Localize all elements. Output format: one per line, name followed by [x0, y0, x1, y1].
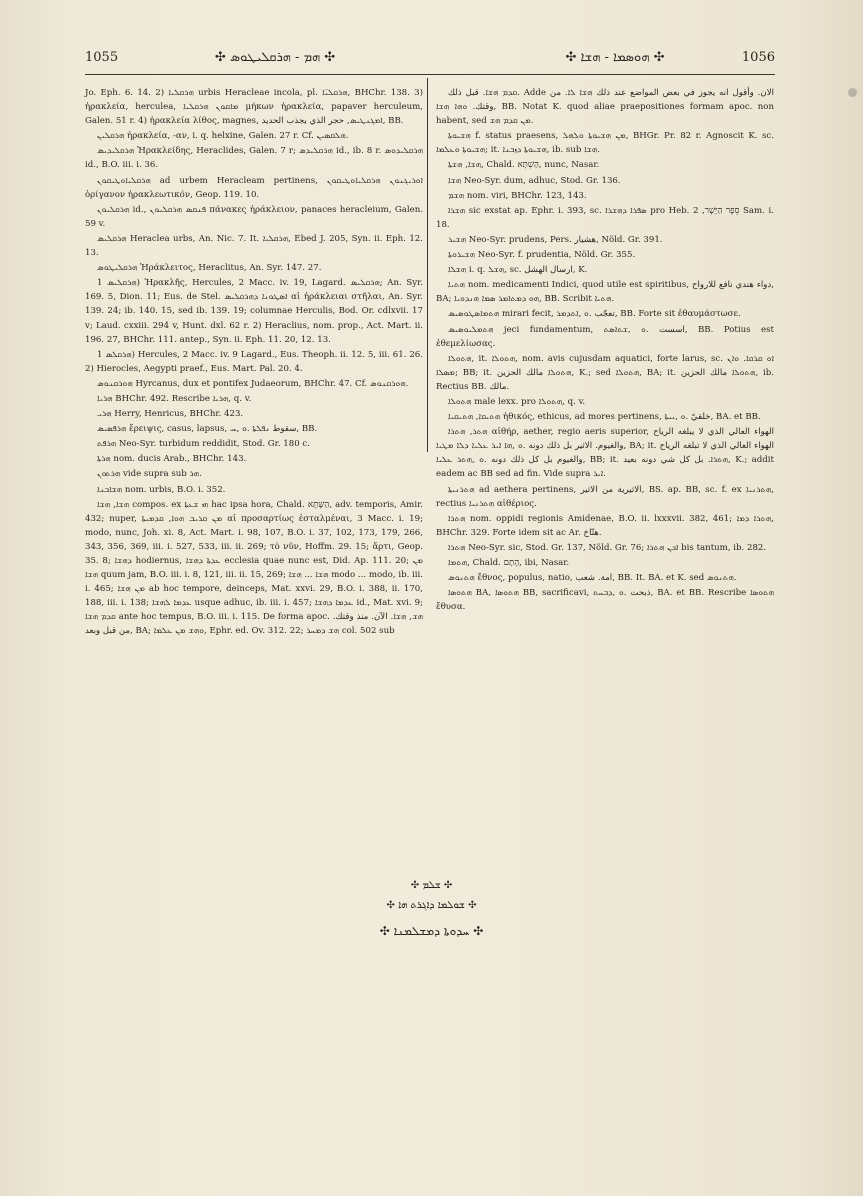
dictionary-entry: ܗܬܡܐ, Chald. הָתָם, ibi, Nasar. — [448, 558, 570, 568]
dictionary-entry: ܗܫܝܪ Neo-Syr. prudens, Pers. هشيار, Nöld. Gr. 391. — [448, 234, 663, 245]
dictionary-entry: ܗܫܐܒܢܐ nom. urbis, B.O. i. 352. — [97, 484, 226, 495]
dictionary-entry: ܗܪܦܣܝܣ ἔρειψις, casus, lapsus, سقوط ܢܦܠܬܐ .ܘ ,ܚ, BB. — [97, 424, 318, 435]
running-head-right: ✣ ܗܘܣܡܐ - ܗܫܐ ✣ — [565, 50, 665, 65]
dictionary-entry: ܗܫܝܪܘܬܐ Neo-Syr. f. prudentia, Nöld. Gr. 355. — [448, 250, 636, 261]
dictionary-entry: ܗܬܢܘܣ ἔθνος, populus, natio, امة. شعب, BB. It. BA. et K. sed ܗܬܢܘܣ. — [448, 573, 737, 584]
dictionary-entry: ܗܪܦܬ Neo-Syr. turbidum reddidit, Stod. Gr. 180 c. — [97, 439, 310, 450]
left-column — [85, 86, 423, 640]
dictionary-entry: ܗܪܝܐ BHChr. 492. Rescribe ܗܪܝܐ, q. v. — [97, 393, 252, 404]
dictionary-entry: ܗܬܪܐ Neo-Syr. sic, Stod. Gr. 137, Nöld. Gr. 76; ܐܟܢ ܗܬܪܐ bis tantum, ib. 282. — [448, 542, 767, 553]
dictionary-entry: Jo. Eph. 6. 14. 2) ܗܪܩܠܝܐ urbis Heracleae incola, pl. ܗܪܩܠܝ̈ܐ, BHChr. 138. 3) ἡρακλεία, herculea, ܡܐܩܘܢ ܗܪܩܠܝܐ μήκων ἡρακλεία, papaver herculeum, Galen. 51 r. 4) ἡρακλεία λίθος, magnes, ܐܡܓܢܛܝܣ, حجر الذي يجذب الحديد, BB. — [85, 88, 423, 127]
dictionary-entry: ܗܬܘܠܐ, it. ܗܬܘܠܐ, nom. avis cujusdam aquatici, forte larus, sc. ܐܘ ܩܪܩܐ. ܘܐܢ ܡܣܠܐ; BB; it. ܗܬܘܠܐ مالك الحزين, K.; sed ܗܬܘܠܐ, BA; it. ܗܬܘܠܐ مالك الحزين, ib. Rectius BB. مالك. — [436, 353, 775, 392]
dictionary-entry: ܗܬܡܐܣܛܘܣܝܣ mirari fecit, تعجّب .ܘ ,ܐܬܕܡܪ, BB. Forte sit ἐθαυμάστωσε. — [448, 309, 741, 320]
dictionary-entry: ܗܫܪܐ sic exstat ap. Ephr. i. 393, sc. ܣܦܪܐ ܕܗܫܪܐ pro Heb. סֵפֶר הַיָּשָׁר, 2 Sam. i. 18. — [436, 205, 774, 230]
dictionary-entry: ܗܫܐ, ܗܫܬܐ, Chald. הַשְׁתָּא, nunc, Nasar. — [448, 160, 600, 171]
dictionary-entry: ܗܫܐ Neo-Syr. dum, adhuc, Stod. Gr. 136. — [448, 175, 621, 186]
right-column — [436, 86, 774, 615]
page-header — [85, 50, 775, 70]
dictionary-entry: ܗܬܪܐ nom. oppidi regionis Amidenae, B.O. ii. lxxxvii. 382, 461; ܗܬܪܐ ܕܡܐ, BHChr. 329. Forte idem sit ac Ar. هتّاخ. — [436, 513, 774, 538]
running-head-left: ✣ ܗܡ - ܗܪܩܠܝܛܘܣ ✣ — [214, 50, 336, 65]
dictionary-entry: ܗܬܝܐ nom. medicamenti Indici, quod utile est spiritibus, دواء هندي نافع للارواح, BA; ܗܘ ܕܡܬܐܡܪ ܣܡܐ ܗܢܕܘܝܐ, BB. Scribit ܗܬܝܐ. — [436, 280, 775, 305]
dictionary-entry: ܗܪܩܠܝܣ Heraclea urbs, An. Nic. 7. It. ܗܪܩܠܝܐ, Ebed J. 205, Syn. ii. Eph. 12. 13. — [85, 233, 423, 259]
dictionary-entry: ܗܬܪ, ܗܬܪܐ αἰθήρ, aether, regio aeris superior, الهواء العالي الذي لا يبلغه الرياح والغيوم. الاثير بل ذلك دونه .ܘ ,ܗܐ ܐܝܪ ܥܠܝܐ ܕܠܐ ܡܛܝܐ, BA; it. الهواء العالي الذي لا تبلغه الرياح والغيوم بل كل ذلك دونه .ܘ ,ܗܬܪ ܥܠܝܐ, BB; it. ܗܬܪܐ. بل كل شي دونه بعيد, K.; addit eadem ac BB sed ad fin. Vide supra ܐܝܪ. — [436, 427, 775, 480]
page-number-left: 1055 — [85, 50, 119, 65]
dictionary-entry: ܩܕܡ ܗܫܐ. قبل ذلك. Adde الان. وأقول انه يجوز في بعض المواضع عند ذلك ܗܫܐ ܠܐ. من وقتك. ܘܗܐ ܗܫܐ, BB. Notat K. quod aliae praepositiones formam apoc. non habent, sed ܡܢ ܩܕܡ ܗܫ. — [436, 88, 775, 127]
end-ornament-line-3: ✣ ܚܕܘܬܐ ܕܡܫܠܡܢܐ ✣ — [379, 924, 484, 938]
dictionary-entry: ܗܬܘܣܐ BA, ܗܬܘܣܐ BB, sacrificavi, ذبحت .ܘ ,ܕܒܚܬ, BA. et BB. Rescribe ܗܬܘܣܐ ἔθυσα. — [436, 588, 774, 613]
dictionary-entry: ܗܬܡܠܝܘܣܝܣ jeci fundamentum, اسست .ܘ ,ܫܬܐܣܬ, BB. Potius est ἐθεμελίωσας. — [436, 324, 774, 349]
dictionary-entry: ܗܪܩܠܝܣ 1) Ἡρακλῆς, Hercules, 2 Macc. iv. 19, Lagard. ܗܪܩܠܝܣ; An. Syr. 169. 5, Dion. 11; Eus. de Stel. ܐܣܛܘܢܐ ܕܗܪܩܠܝܣ αἱ ἡράκλειαι στῆλαι, An. Syr. 139. 24; ib. 140. 15, sed ib. 139. 19; columnae Herculis, Bod. Or. cdlxvii. 17 v; Laud. cxxiii. 294 v, Hunt. dxl. 62 r. 2) Heraclius, nom. prop., Act. Mart. ii. 196. 27, BHChr. 111. antep., Syn. ii. Eph. 11. 20, 12. 13. — [85, 278, 423, 345]
dictionary-entry: ܗܫܠܐ i. q. ܗܫܠ, sc. ارسال الهشل, K. — [448, 265, 588, 276]
dictionary-entry: ܗܬܝܩܐ, ܗܬܝܩܝܐ ἠθικός, ethicus, ad mores pertinens, خلقيّ .ܘ ,ܝܝܬܐ, BA. et BB. — [448, 412, 761, 423]
dictionary-entry: ܗܪܬܐ nom. ducis Arab., BHChr. 143. — [97, 454, 247, 465]
header-rule — [85, 74, 775, 75]
dictionary-entry: ܗܬܪܢܝܬܐ ad aethera pertinens, الاثيرية من الاثير, BS. ap. BB, sc. f. ex ܗܬܪܢܝܐ, rectius ܗܬܪܢܝܐ αἰθέριος. — [436, 484, 774, 509]
dictionary-entry: ܗܪܩܠܝܐܘܛܝܩܘܢ ad urbem Heracleam pertinens, ܐܘܪܝܓܢܘܢ ܗܪܩܠܝܐܘܛܝܩܘܢ ὀρίγανον ἡρακλεωτικόν, Geop. 119. 10. — [85, 175, 424, 200]
dictionary-entry: ܗܘܪܩܢܘܣ Hyrcanus, dux et pontifex Judaeorum, BHChr. 47. Cf. ܗܘܪܩܢܘܣ. — [97, 378, 409, 389]
column-divider — [427, 78, 428, 452]
page-number-right: 1056 — [741, 50, 775, 65]
dictionary-entry: ܗܪܩܠܝܛܘܣ Ἡράκλειτος, Heraclitus, An. Syr. 147. 27. — [97, 263, 322, 274]
dictionary-entry: ܗܫܐ, ܗܫܐ compos. ex ܗܝ ܫܥܬܐ hac ipsa hora, Chald. הַשָּׁתָּא, adv. temporis, Amir. 432; nuper, ܡܢ ܩܪܝܒ ܗܘܐ, ܩܕܡܝܬܐ αἱ προσαρτίως ἐσταλμέναι, 3 Macc. i. 19; modo, nunc, Joh. xi. 8, Act. Mart. i. 98, 107, B.O. i. 37, 102, 173, 179, 266, 343, 356, 369, iii. i. 527, 533, iii. ii. 269; τὸ νῦν, Hoffm. 29. 15; ἄρτι, Geop. 35. 8; ܕܗܫܐ hodiernus, ܥܕܬܐ ܕܗܫܐ ecclesia quae nunc est, Did. Ap. 111. 20; ܡܢ ܗܫܐ quum jam, B.O. iii. i. 8, 121, iii. ii. 15, 269; ܗܫܐ ... ܗܫܐ modo ... modo, ib. iii. i. 465; ܡܢ ܗܫܐ ab hoc tempore, deinceps, Mat. xxvi. 29, B.O. i. 388, ii. 170, 188, iii. i. 138; ܥܕܡܐ ܠܗܫܐ usque adhuc, ib. iii. i. 457; ܥܕܡܐ ܕܗܫܐ id., Mat. xvi. 9; ܩܕܡ ܗܫܐ ante hoc tempus, B.O. iii. i. 115. De forma apoc. ܗܫ, ܗܫܐ. الآن. منذ وقتك. من قبل وبعد, BA; ܘܗܫ ܡܢ ܥܠܡܐ, Ephr. ed. Ov. 312. 22; ܗܫ ܕܡܚܪ col. 502 sub — [85, 499, 424, 637]
dictionary-entry: ܗܪܩܠܝܘܢ id., ܦܢܩܣ ܗܪܩܠܝܘܢ πάνακες ἡράκλειον, panaces heracleium, Galen. 59 v. — [85, 204, 423, 229]
dictionary-entry: ܗܪܬܘܢ vide supra sub ܗܪ. — [97, 469, 202, 480]
dictionary-entry: ܗܫܡ nom. viri, BHChr. 123, 143. — [448, 190, 587, 201]
dictionary-entry: ܗܪܩܠܝܢ ἡρακλεία, -αν, i. q. helxine, Galen. 27 r. Cf. ܗܠܩܣܝܢ. — [97, 131, 349, 142]
page-spot — [848, 88, 857, 97]
dictionary-entry: ܗܪܩܠܣ 1) Hercules, 2 Macc. iv. 9 Lagard., Eus. Theoph. ii. 12. 5, iii. 61. 26. 2) Hierocles, Aegypti praef., Eus. Mart. Pal. 20. 4. — [85, 349, 423, 374]
dictionary-entry: ܗܪܩܠܝܕܝܣ Ἡρακλείδης, Heraclides, Galen. 7 r; ܗܪܩܠܝܕܣ id., ib. 8 r. ܗܪܩܠܝܕܘܣ id., B.O. iii. i. 36. — [85, 146, 423, 171]
end-ornament-line-1: ✣ ܫܠܡ ✣ — [410, 880, 453, 891]
end-ornament-line-2: ✣ ܫܘܠܡܐ ܕܐܓܪܬ ܗܐ ✣ — [386, 900, 477, 911]
dictionary-entry: ܗܪܝ Herry, Henricus, BHChr. 423. — [97, 409, 244, 420]
dictionary-entry: ܗܫܝܘܬܐ f. status praesens, ܡܢ ܗܫܝܘܬܐ ܘܠܗܠ, BHGr. Pr. 82 r. Agnoscit K. sc. ܗܫܝܘܬܐ ܘܥܠܡܐ; it. ܗܫܝܘܬܐ ܕܙܒܢܐ, ib. sub ܗܫܐ. — [436, 131, 774, 156]
dictionary-entry: ܗܬܘܠܐ male lexx. pro ܗܬܘܠܐ, q. v. — [448, 396, 586, 407]
